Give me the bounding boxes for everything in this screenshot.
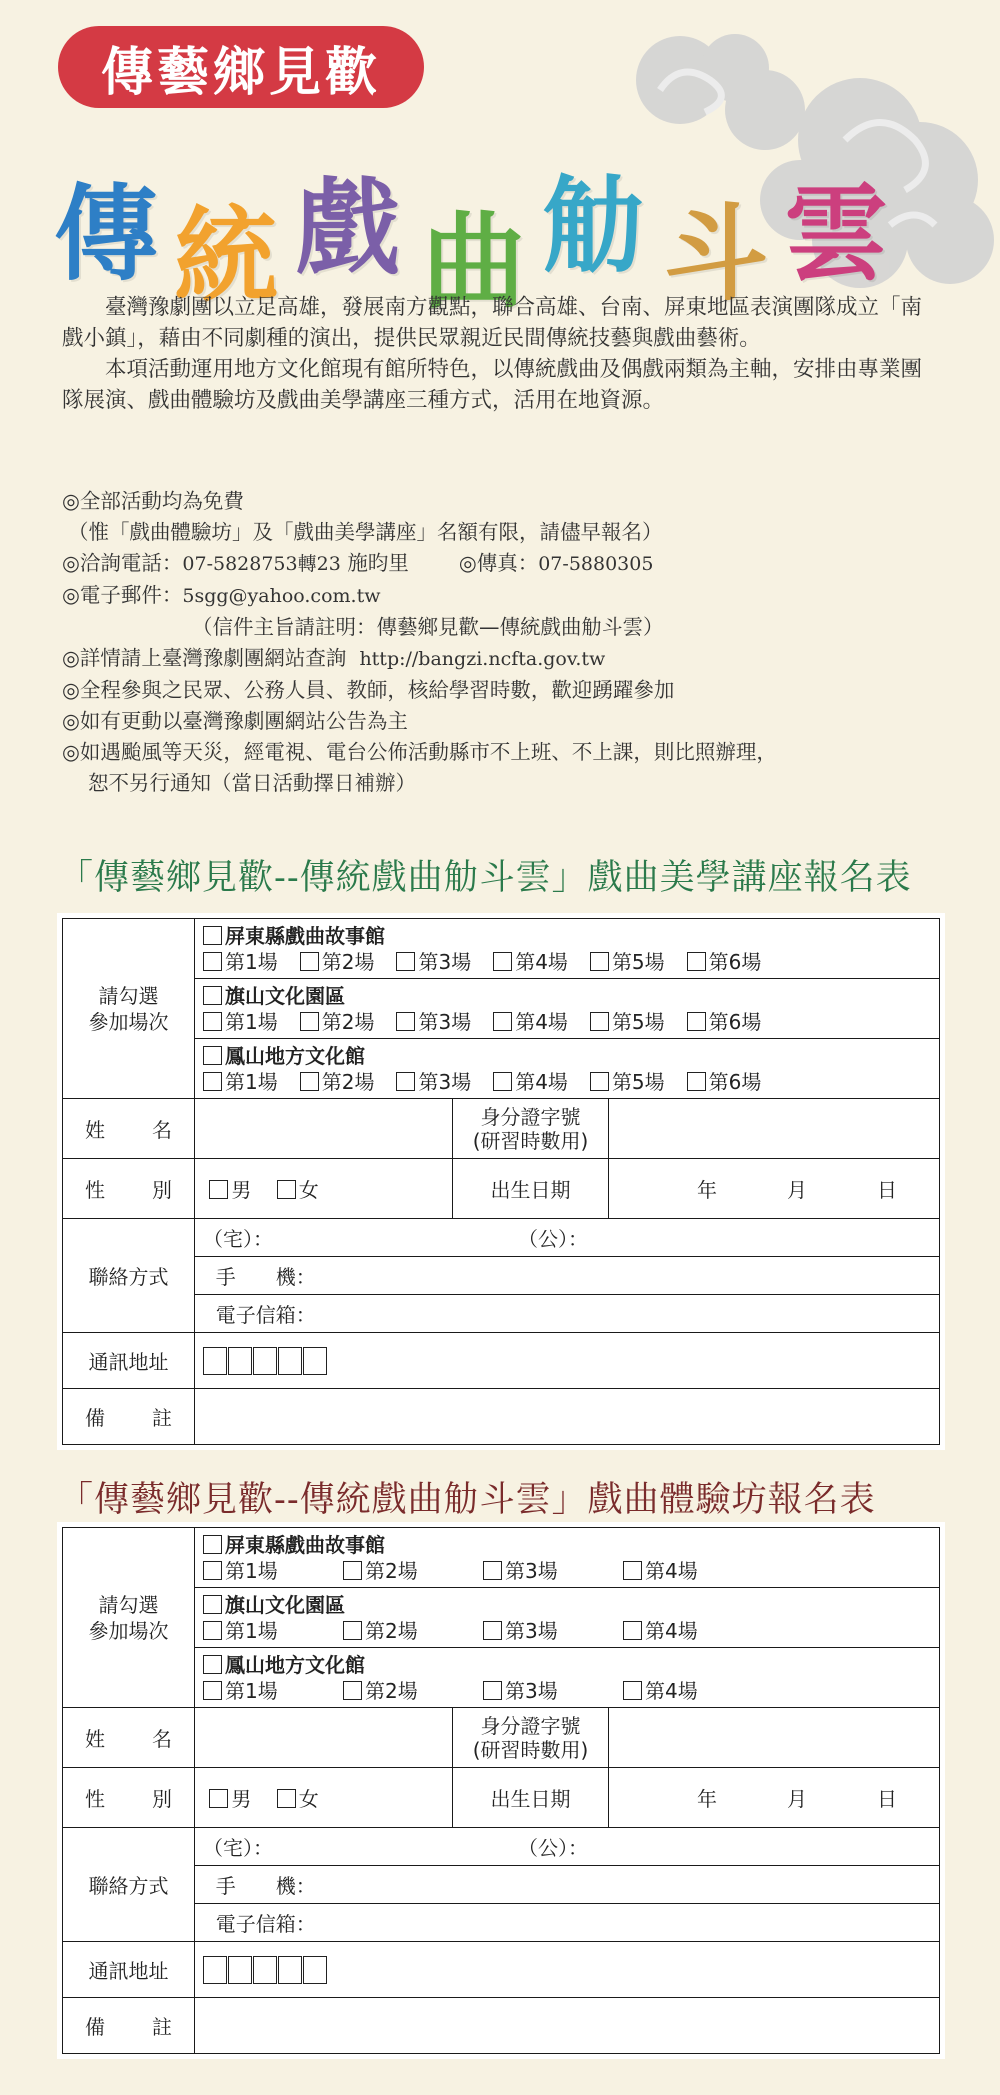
phone-row[interactable] (195, 1219, 940, 1257)
id-label (453, 1708, 609, 1768)
phone-label: ◎洽詢電話： (62, 551, 183, 575)
session-label: 第6場 (708, 1069, 762, 1094)
session-label: 第2場 (365, 1558, 418, 1583)
male-checkbox[interactable] (209, 1180, 228, 1199)
header-badge: 傳藝鄉見歡 (58, 26, 424, 108)
email-row[interactable] (195, 1295, 940, 1333)
male-checkbox[interactable] (209, 1789, 228, 1808)
name-field[interactable] (195, 1099, 453, 1159)
form1-table (62, 918, 940, 1445)
month-label: 月 (787, 1787, 807, 1811)
zip-box[interactable] (253, 1347, 277, 1375)
venue-label: 旗山文化園區 (225, 983, 345, 1008)
mobile-label: 手 機： (215, 1265, 316, 1289)
session-checkbox[interactable] (493, 1072, 512, 1091)
note-subject: （信件主旨請註明：傳藝鄉見歡—傳統戲曲觔斗雲） (192, 615, 664, 639)
title-char: 觔 (542, 165, 647, 287)
day-label: 日 (877, 1178, 897, 1202)
session-checkbox[interactable] (623, 1621, 642, 1640)
zip-box[interactable] (278, 1347, 302, 1375)
note-hours: ◎全程參與之民眾、公務人員、教師，核給學習時數，歡迎踴躍參加 (62, 678, 675, 702)
note-phone (62, 548, 942, 580)
office-phone-label: （公）： (518, 1227, 588, 1251)
year-label: 年 (697, 1178, 717, 1202)
title-char: 統 (174, 195, 279, 317)
zip-box[interactable] (253, 1956, 277, 1984)
session-label: 第2場 (365, 1618, 418, 1643)
form2-table (62, 1527, 940, 2054)
form1-heading: 「傳藝鄉見歡--傳統戲曲觔斗雲」戲曲美學講座報名表 (58, 858, 912, 898)
zip-box[interactable] (278, 1956, 302, 1984)
notes-list (62, 486, 942, 799)
venue-checkbox[interactable] (203, 1655, 222, 1674)
venue-checkbox[interactable] (203, 1535, 222, 1554)
session-label: 第1場 (225, 1009, 278, 1034)
session-label: 第1場 (225, 949, 278, 974)
male-label: 男 (231, 1787, 252, 1811)
birth-label: 出生日期 (453, 1159, 609, 1219)
female-checkbox[interactable] (277, 1789, 296, 1808)
note-limit: （惟「戲曲體驗坊」及「戲曲美學講座」名額有限，請儘早報名） (68, 520, 663, 544)
session-label: 第4場 (645, 1558, 698, 1583)
session-label: 第6場 (708, 1009, 762, 1034)
venue-label: 鳳山地方文化館 (225, 1043, 365, 1068)
session-select-label (63, 1528, 195, 1708)
venue-label: 鳳山地方文化館 (225, 1652, 365, 1677)
address-field[interactable] (195, 1942, 940, 1998)
venue-checkbox[interactable] (203, 1046, 222, 1065)
session-label: 第2場 (321, 949, 375, 974)
session-checkbox[interactable] (623, 1681, 642, 1700)
session-checkbox[interactable] (343, 1621, 362, 1640)
session-checkbox[interactable] (623, 1561, 642, 1580)
session-label: 第4場 (515, 1009, 568, 1034)
venue-row (195, 1588, 940, 1648)
gender-options (195, 1768, 453, 1828)
title-char: 傳 (54, 173, 159, 295)
email-label: ◎電子郵件： (62, 583, 183, 607)
month-label: 月 (787, 1178, 807, 1202)
venue-row (195, 1039, 940, 1099)
gender-label: 性 別 (63, 1768, 195, 1828)
gender-options (195, 1159, 453, 1219)
session-checkbox[interactable] (483, 1681, 502, 1700)
session-label: 第3場 (505, 1678, 558, 1703)
session-label: 第1場 (225, 1618, 278, 1643)
venue-checkbox[interactable] (203, 926, 222, 945)
email-address[interactable]: 5sgg@yahoo.com.tw (182, 585, 381, 607)
id-field[interactable] (609, 1708, 940, 1768)
id-label (453, 1099, 609, 1159)
email-field-label: 電子信箱： (215, 1303, 316, 1327)
intro-text (62, 292, 932, 416)
intro-paragraph: 臺灣豫劇團以立足高雄，發展南方觀點，聯合高雄、台南、屏東地區表演團隊成立「南戲小鎮」，藉由不同劇種的演出，提供民眾親近民間傳統技藝與戲曲藝術。 (62, 295, 923, 351)
session-label: 第1場 (225, 1678, 278, 1703)
session-label: 第4場 (645, 1618, 698, 1643)
session-label: 第3場 (418, 1069, 472, 1094)
mobile-label: 手 機： (215, 1874, 316, 1898)
session-label: 第3場 (418, 949, 472, 974)
session-checkbox[interactable] (203, 1561, 222, 1580)
id-field[interactable] (609, 1099, 940, 1159)
venue-row (195, 1528, 940, 1588)
session-label: 第3場 (505, 1618, 558, 1643)
session-label-line1: 請勾選 (98, 1592, 159, 1617)
session-checkbox[interactable] (300, 1012, 319, 1031)
remark-field[interactable] (195, 1389, 940, 1445)
session-checkbox[interactable] (483, 1621, 502, 1640)
title-char: 曲 (422, 201, 527, 323)
session-label: 第5場 (611, 949, 665, 974)
female-label: 女 (298, 1787, 319, 1811)
remark-label: 備 註 (63, 1389, 195, 1445)
id-label-line1: 身分證字號 (480, 1713, 581, 1738)
home-phone-label: （宅）： (203, 1836, 273, 1860)
venue-row (195, 1648, 940, 1708)
id-label-line2: (研習時數用) (472, 1128, 589, 1153)
venue-label: 屏東縣戲曲故事館 (225, 923, 385, 948)
zip-box[interactable] (228, 1347, 252, 1375)
home-phone-label: （宅）： (203, 1227, 273, 1251)
male-label: 男 (231, 1178, 252, 1202)
session-checkbox[interactable] (396, 1012, 415, 1031)
website-link[interactable]: http://bangzi.ncfta.gov.tw (359, 648, 606, 670)
session-checkbox[interactable] (493, 952, 512, 971)
title-char: 戲 (296, 167, 401, 289)
intro-paragraph: 本項活動運用地方文化館現有館所特色，以傳統戲曲及偶戲兩類為主軸，安排由專業團隊展演、戲曲體驗坊及戲曲美學講座三種方式，活用在地資源。 (62, 357, 923, 413)
remark-field[interactable] (195, 1998, 940, 2054)
email-field-label: 電子信箱： (215, 1912, 316, 1936)
session-label: 第5場 (611, 1009, 665, 1034)
session-checkbox[interactable] (687, 952, 706, 971)
session-label: 第2場 (321, 1069, 375, 1094)
remark-label: 備 註 (63, 1998, 195, 2054)
session-checkbox[interactable] (483, 1561, 502, 1580)
venue-label: 屏東縣戲曲故事館 (225, 1532, 385, 1557)
session-label-line2: 參加場次 (88, 1618, 169, 1643)
form2-box (57, 1522, 945, 2059)
gender-label: 性 別 (63, 1159, 195, 1219)
venue-checkbox[interactable] (203, 1595, 222, 1614)
session-label: 第1場 (225, 1069, 278, 1094)
session-checkbox[interactable] (300, 1072, 319, 1091)
session-label: 第5場 (611, 1069, 665, 1094)
session-label: 第1場 (225, 1558, 278, 1583)
zip-box[interactable] (228, 1956, 252, 1984)
session-checkbox[interactable] (203, 1621, 222, 1640)
session-label: 第3場 (418, 1009, 472, 1034)
session-label: 第4場 (645, 1678, 698, 1703)
zip-box[interactable] (203, 1956, 227, 1984)
address-label: 通訊地址 (63, 1333, 195, 1389)
birth-field[interactable] (609, 1768, 940, 1828)
name-label: 姓 名 (63, 1099, 195, 1159)
zip-box[interactable] (303, 1347, 327, 1375)
year-label: 年 (697, 1787, 717, 1811)
day-label: 日 (877, 1787, 897, 1811)
phone-row[interactable] (195, 1828, 940, 1866)
id-label-line1: 身分證字號 (480, 1104, 581, 1129)
session-checkbox[interactable] (203, 1681, 222, 1700)
venue-row (195, 919, 940, 979)
session-checkbox[interactable] (343, 1561, 362, 1580)
note-email (62, 580, 942, 612)
session-checkbox[interactable] (493, 1012, 512, 1031)
birth-label: 出生日期 (453, 1768, 609, 1828)
session-checkbox[interactable] (590, 1012, 609, 1031)
address-label: 通訊地址 (63, 1942, 195, 1998)
office-phone-label: （公）： (518, 1836, 588, 1860)
session-label: 第4場 (515, 1069, 568, 1094)
session-label-line2: 參加場次 (88, 1009, 169, 1034)
session-select-label (63, 919, 195, 1099)
venue-label: 旗山文化園區 (225, 1592, 345, 1617)
id-label-line2: (研習時數用) (472, 1737, 589, 1762)
session-checkbox[interactable] (203, 1012, 222, 1031)
note-changes: ◎如有更動以臺灣豫劇團網站公告為主 (62, 709, 408, 733)
session-label: 第2場 (365, 1678, 418, 1703)
female-label: 女 (298, 1178, 319, 1202)
mobile-row[interactable] (195, 1866, 940, 1904)
zip-box[interactable] (303, 1956, 327, 1984)
address-field[interactable] (195, 1333, 940, 1389)
note-free: ◎全部活動均為免費 (62, 489, 244, 513)
contact-label: 聯絡方式 (63, 1219, 195, 1333)
note-website (62, 643, 942, 675)
form2-heading: 「傳藝鄉見歡--傳統戲曲觔斗雲」戲曲體驗坊報名表 (58, 1480, 876, 1520)
session-checkbox[interactable] (590, 952, 609, 971)
session-label: 第2場 (321, 1009, 375, 1034)
venue-checkbox[interactable] (203, 986, 222, 1005)
zip-box[interactable] (203, 1347, 227, 1375)
venue-row (195, 979, 940, 1039)
session-label: 第3場 (505, 1558, 558, 1583)
session-label: 第4場 (515, 949, 568, 974)
female-checkbox[interactable] (277, 1180, 296, 1199)
contact-label: 聯絡方式 (63, 1828, 195, 1942)
session-checkbox[interactable] (396, 1072, 415, 1091)
note-typhoon: ◎如遇颱風等天災，經電視、電台公佈活動縣市不上班、不上課，則比照辦理， (62, 740, 777, 764)
session-checkbox[interactable] (300, 952, 319, 971)
session-checkbox[interactable] (687, 1072, 706, 1091)
session-checkbox[interactable] (203, 1072, 222, 1091)
birth-field[interactable] (609, 1159, 940, 1219)
fax-label: ◎傳真： (458, 551, 539, 575)
email-row[interactable] (195, 1904, 940, 1942)
session-checkbox[interactable] (396, 952, 415, 971)
session-checkbox[interactable] (590, 1072, 609, 1091)
session-checkbox[interactable] (203, 952, 222, 971)
session-label: 第6場 (708, 949, 762, 974)
contact-person: 施昀里 (347, 551, 409, 575)
session-checkbox[interactable] (687, 1012, 706, 1031)
note-typhoon-cont: 恕不另行通知（當日活動擇日補辦） (88, 771, 416, 795)
title-char: 雲 (784, 173, 889, 295)
session-checkbox[interactable] (343, 1681, 362, 1700)
session-label-line1: 請勾選 (98, 983, 159, 1008)
name-label: 姓 名 (63, 1708, 195, 1768)
title-char: 斗 (664, 193, 769, 315)
phone-number: 07-5828753轉23 (182, 553, 341, 575)
website-label: ◎詳情請上臺灣豫劇團網站查詢 (62, 646, 347, 670)
form1-box (57, 913, 945, 1450)
mobile-row[interactable] (195, 1257, 940, 1295)
fax-number: 07-5880305 (538, 553, 654, 575)
name-field[interactable] (195, 1708, 453, 1768)
